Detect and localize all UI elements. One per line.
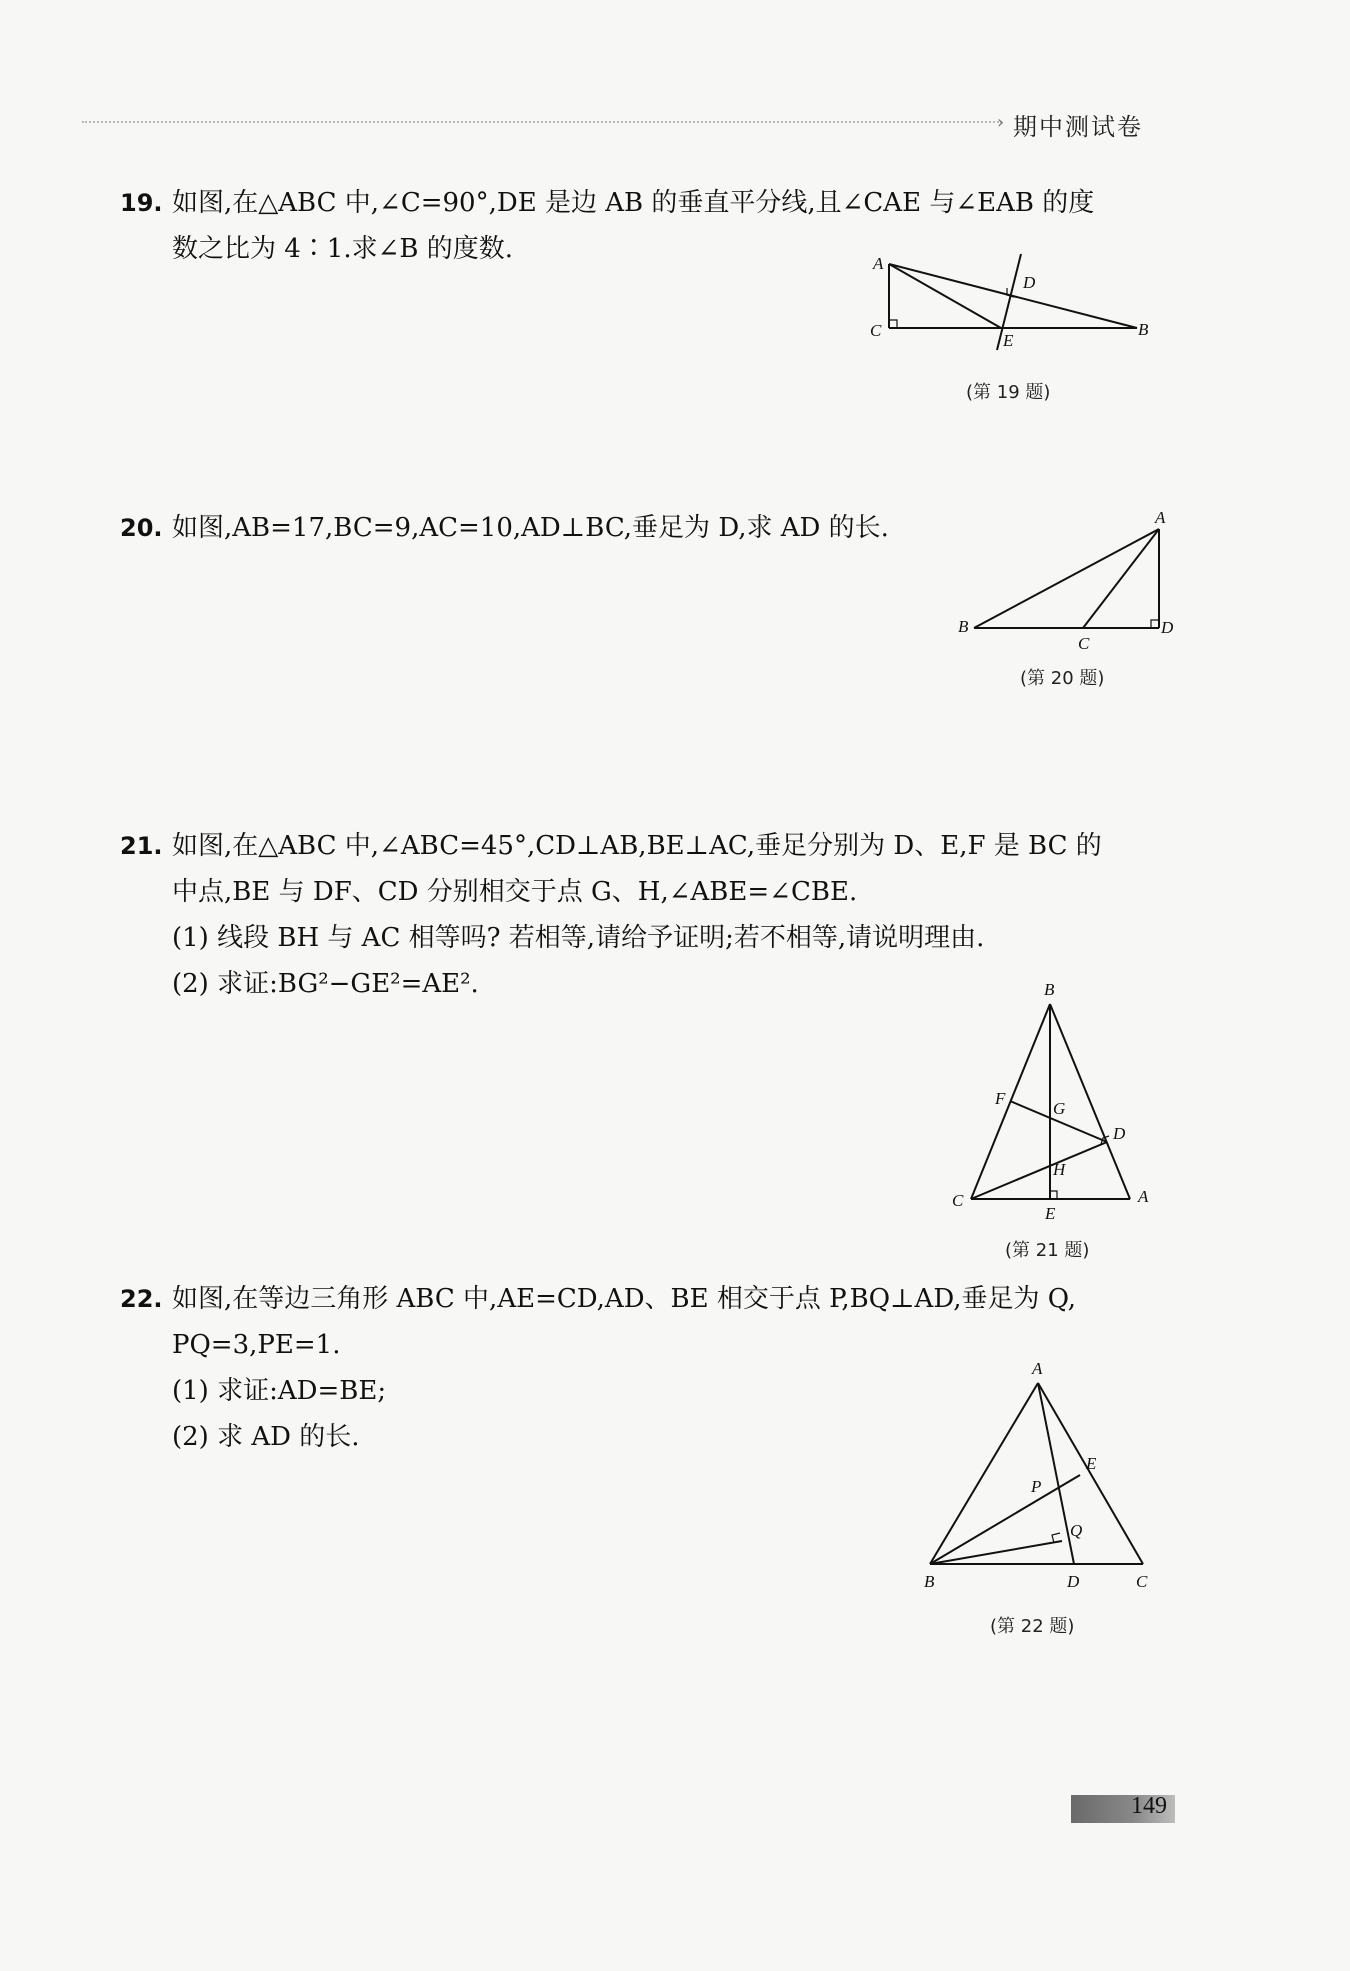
point-label-C: C bbox=[952, 1191, 964, 1210]
question-text: 如图,在△ABC 中,∠C=90°,DE 是边 AB 的垂直平分线,且∠CAE 与∠EAB 的度 bbox=[172, 188, 1095, 218]
question-text: 数之比为 4∶1.求∠B 的度数. bbox=[172, 234, 514, 264]
figure-caption: (第 22 题) bbox=[990, 1616, 1075, 1637]
question-number: 21. bbox=[120, 832, 163, 860]
header-dotted-rule bbox=[82, 121, 1002, 123]
question-text: 如图,AB=17,BC=9,AC=10,AD⊥BC,垂足为 D,求 AD 的长. bbox=[172, 513, 889, 543]
question-part-2: (2) 求 AD 的长. bbox=[172, 1422, 360, 1452]
point-label-E: E bbox=[1003, 331, 1014, 350]
question-part-2: (2) 求证:BG²−GE²=AE². bbox=[172, 969, 479, 999]
point-label-A: A bbox=[873, 254, 884, 273]
arrow-right-icon: › bbox=[997, 112, 1005, 133]
figure-20 bbox=[950, 505, 1190, 659]
point-label-B: B bbox=[924, 1572, 935, 1591]
figure-19 bbox=[865, 250, 1155, 364]
page-number: 149 bbox=[1131, 1793, 1167, 1819]
question-part-1: (1) 线段 BH 与 AC 相等吗? 若相等,请给予证明;若不相等,请说明理由. bbox=[172, 923, 985, 953]
figure-21 bbox=[945, 977, 1165, 1226]
question-part-1: (1) 求证:AD=BE; bbox=[172, 1376, 387, 1406]
figure-caption: (第 20 题) bbox=[1020, 668, 1105, 689]
point-label-C: C bbox=[1136, 1572, 1148, 1591]
figure-caption: (第 19 题) bbox=[966, 382, 1051, 403]
question-number: 19. bbox=[120, 189, 163, 217]
point-label-Q: Q bbox=[1070, 1521, 1083, 1540]
point-label-P: P bbox=[1031, 1477, 1042, 1496]
header-title: 期中测试卷 bbox=[1013, 113, 1143, 141]
point-label-C: C bbox=[870, 321, 882, 340]
question-text: 如图,在等边三角形 ABC 中,AE=CD,AD、BE 相交于点 P,BQ⊥AD,垂足为 Q, bbox=[172, 1284, 1077, 1314]
point-label-E: E bbox=[1086, 1454, 1097, 1473]
point-label-B: B bbox=[1138, 320, 1149, 339]
question-text: 中点,BE 与 DF、CD 分别相交于点 G、H,∠ABE=∠CBE. bbox=[172, 877, 858, 907]
point-label-A: A bbox=[1032, 1359, 1043, 1378]
point-label-B: B bbox=[958, 617, 969, 636]
point-label-D: D bbox=[1161, 618, 1174, 637]
point-label-F: F bbox=[995, 1089, 1006, 1108]
point-label-A: A bbox=[1138, 1187, 1149, 1206]
point-label-B: B bbox=[1044, 980, 1055, 999]
figure-22 bbox=[910, 1355, 1170, 1599]
point-label-A: A bbox=[1155, 508, 1166, 527]
point-label-E: E bbox=[1045, 1204, 1056, 1222]
point-label-C: C bbox=[1078, 634, 1090, 653]
point-label-G: G bbox=[1053, 1099, 1066, 1118]
question-number: 22. bbox=[120, 1285, 163, 1313]
point-label-D: D bbox=[1023, 273, 1036, 292]
question-text: PQ=3,PE=1. bbox=[172, 1330, 341, 1360]
point-label-H: H bbox=[1053, 1160, 1066, 1179]
point-label-D: D bbox=[1067, 1572, 1080, 1591]
point-label-D: D bbox=[1113, 1124, 1126, 1143]
question-number: 20. bbox=[120, 514, 163, 542]
figure-caption: (第 21 题) bbox=[1005, 1240, 1090, 1261]
question-text: 如图,在△ABC 中,∠ABC=45°,CD⊥AB,BE⊥AC,垂足分别为 D、E,F 是 BC 的 bbox=[172, 831, 1102, 861]
